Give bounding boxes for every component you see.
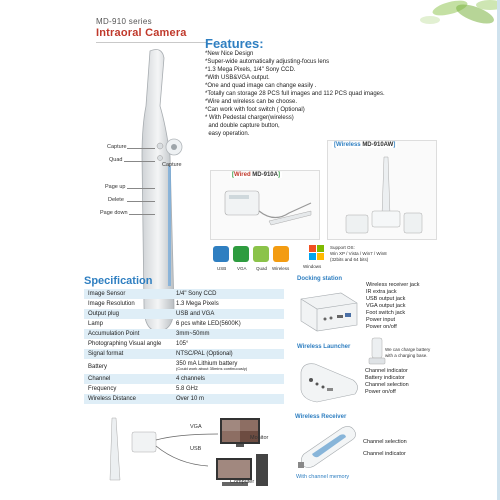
wireless-word: Wireless	[336, 142, 361, 148]
spec-key: Accumulation Point	[84, 329, 172, 339]
spec-value: 1/4" Sony CCD	[172, 289, 284, 299]
leader-line	[124, 161, 155, 162]
wired-model: MD-910A	[252, 172, 278, 178]
spec-value: 350 mA Lithium battery	[176, 361, 238, 368]
feature-item: *Super-wide automatically adjusting-focus lens	[205, 59, 330, 65]
spec-row	[84, 394, 284, 404]
spec-key: Frequency	[88, 386, 117, 392]
windows-logo-icon	[308, 244, 326, 262]
series-label: MD-910 series	[96, 17, 152, 26]
monitor-label: Monitor	[250, 435, 269, 441]
features-list	[205, 50, 405, 138]
spec-value: USB and VGA	[172, 309, 284, 319]
spec-key: Wireless Distance	[84, 394, 172, 404]
feature-item: *With USB&VGA output.	[205, 75, 270, 81]
spec-heading: Specification	[84, 275, 153, 287]
wireless-launcher-image	[297, 350, 365, 405]
spec-key: Signal format	[84, 349, 172, 359]
spec-key: Output plug	[84, 309, 172, 319]
docking-item: Power input	[366, 317, 396, 323]
feature-item: *Can work with foot switch ( Optional)	[205, 107, 305, 113]
label-capture-right: Capture	[162, 162, 182, 168]
support-os-text	[330, 245, 410, 263]
spec-value: 1.3 Mega Pixels	[176, 301, 219, 307]
support-line: Support OS:	[330, 245, 355, 250]
spec-key: Photographing Visual angle	[88, 341, 162, 347]
launcher-item: Channel indicator	[365, 368, 408, 374]
launcher-note: We can charge battery with a charging base.	[385, 347, 431, 358]
spec-value-battery	[172, 359, 284, 374]
label-quad: Quad	[109, 157, 123, 163]
usb-icon	[213, 246, 229, 262]
wireless-model: MD-910AW	[362, 142, 394, 148]
leader-line	[127, 148, 155, 149]
spec-row	[84, 374, 284, 384]
wired-product-image	[219, 183, 315, 237]
wireless-tag: [Wireless MD-910AW]	[334, 142, 396, 148]
spec-value: Over 10 m	[172, 394, 284, 404]
docking-label: Docking station	[297, 276, 343, 282]
label-page-up: Page up	[105, 184, 126, 190]
feature-item: *One and quad image can change easily .	[205, 83, 317, 89]
launcher-item: Power on/off	[365, 389, 396, 395]
receiver-caption: With channel memory	[296, 474, 350, 480]
features-heading: Features:	[205, 36, 264, 51]
support-line: Win XP / Vista / Win7 / Win8	[330, 251, 387, 256]
spec-value: 4 channels	[172, 374, 284, 384]
spec-table	[84, 289, 284, 404]
spec-row	[84, 309, 284, 319]
spec-row	[84, 319, 284, 329]
label-page-down: Page down	[100, 210, 128, 216]
docking-item: Wireless receiver jack	[366, 282, 420, 288]
spec-value: NTSC/PAL (Optional)	[172, 349, 284, 359]
feature-item: *Wire and wireless can be choose.	[205, 99, 298, 105]
capture-button-closeup	[165, 138, 183, 156]
vga-connection-label: VGA	[190, 424, 202, 430]
spec-row	[84, 359, 284, 374]
spec-row	[84, 349, 284, 359]
spec-row	[84, 299, 284, 309]
spec-row	[84, 329, 284, 339]
label-capture: Capture	[107, 144, 127, 150]
spec-key: Image Resolution	[88, 301, 135, 307]
leader-line	[129, 214, 155, 215]
spec-value: 105°	[176, 341, 189, 347]
docking-station-image	[297, 285, 361, 333]
launcher-label: Wireless Launcher	[297, 344, 351, 350]
windows-label: Windows	[303, 264, 322, 269]
title-divider	[96, 42, 206, 43]
wireless-label: Wireless	[272, 266, 290, 271]
receiver-item: Channel selection	[363, 439, 407, 445]
leader-line	[127, 201, 155, 202]
label-delete: Delete	[108, 197, 124, 203]
docking-item: USB output jack	[366, 296, 406, 302]
wireless-receiver-image	[298, 420, 360, 470]
product-title: Intraoral Camera	[96, 27, 187, 39]
docking-item: IR extra jack	[366, 289, 397, 295]
docking-feature-list	[366, 282, 419, 331]
feature-item: *Totally can storage 28 PCS full images and 112 PCS quad images.	[205, 91, 385, 97]
feature-item: and double capture button,	[205, 123, 280, 129]
launcher-item: Battery indicator	[365, 375, 405, 381]
wired-word: Wired	[234, 172, 251, 178]
spec-row	[84, 289, 284, 299]
support-line: (32bits and 64 bits)	[330, 257, 369, 262]
spec-key: Channel	[84, 374, 172, 384]
leader-line	[127, 188, 155, 189]
receiver-item: Channel indicator	[363, 451, 406, 457]
spec-subnote: (Could work about 35mins continuously)	[176, 366, 248, 372]
vga-icon	[233, 246, 249, 262]
title-block	[96, 17, 187, 39]
receiver-feature-list	[363, 436, 407, 460]
wired-tag: [Wired MD-910A]	[232, 172, 280, 178]
vga-label: VGA	[237, 266, 247, 271]
spec-key: Image Sensor	[84, 289, 172, 299]
spec-key: Lamp	[88, 321, 104, 327]
quad-icon	[253, 246, 269, 262]
feature-item: *1.3 Mega Pixels, 1/4" Sony CCD.	[205, 67, 296, 73]
docking-item: VGA output jack	[366, 303, 406, 309]
feature-icon-row	[213, 246, 289, 262]
feature-item: * With Pedestal charger(wireless)	[205, 115, 294, 121]
usb-connection-label: USB	[190, 446, 202, 452]
wireless-product-image	[338, 155, 430, 237]
launcher-item: Channel selection	[365, 382, 409, 388]
spec-key: Battery	[88, 363, 108, 370]
feature-item: *New Nice Design	[205, 51, 254, 57]
charging-base-image	[368, 336, 386, 366]
computer-label: Computer	[230, 479, 255, 485]
wireless-icon	[273, 246, 289, 262]
quad-label: Quad	[256, 266, 268, 271]
docking-item: Foot switch jack	[366, 310, 406, 316]
wired-product-box	[210, 170, 320, 240]
leaf-decoration	[380, 0, 500, 40]
feature-item: easy operation.	[205, 131, 250, 137]
receiver-label: Wireless Receiver	[295, 414, 347, 420]
usb-label: USB	[217, 266, 227, 271]
spec-row	[84, 339, 284, 349]
spec-row	[84, 384, 284, 394]
spec-value: 6 pcs white LED(5600K)	[176, 321, 241, 327]
spec-value: 5.8 GHz	[176, 386, 199, 392]
docking-item: Power on/off	[366, 324, 397, 330]
launcher-feature-list	[365, 368, 409, 396]
wireless-product-box	[327, 140, 437, 240]
spec-value: 3mm~50mm	[172, 329, 284, 339]
